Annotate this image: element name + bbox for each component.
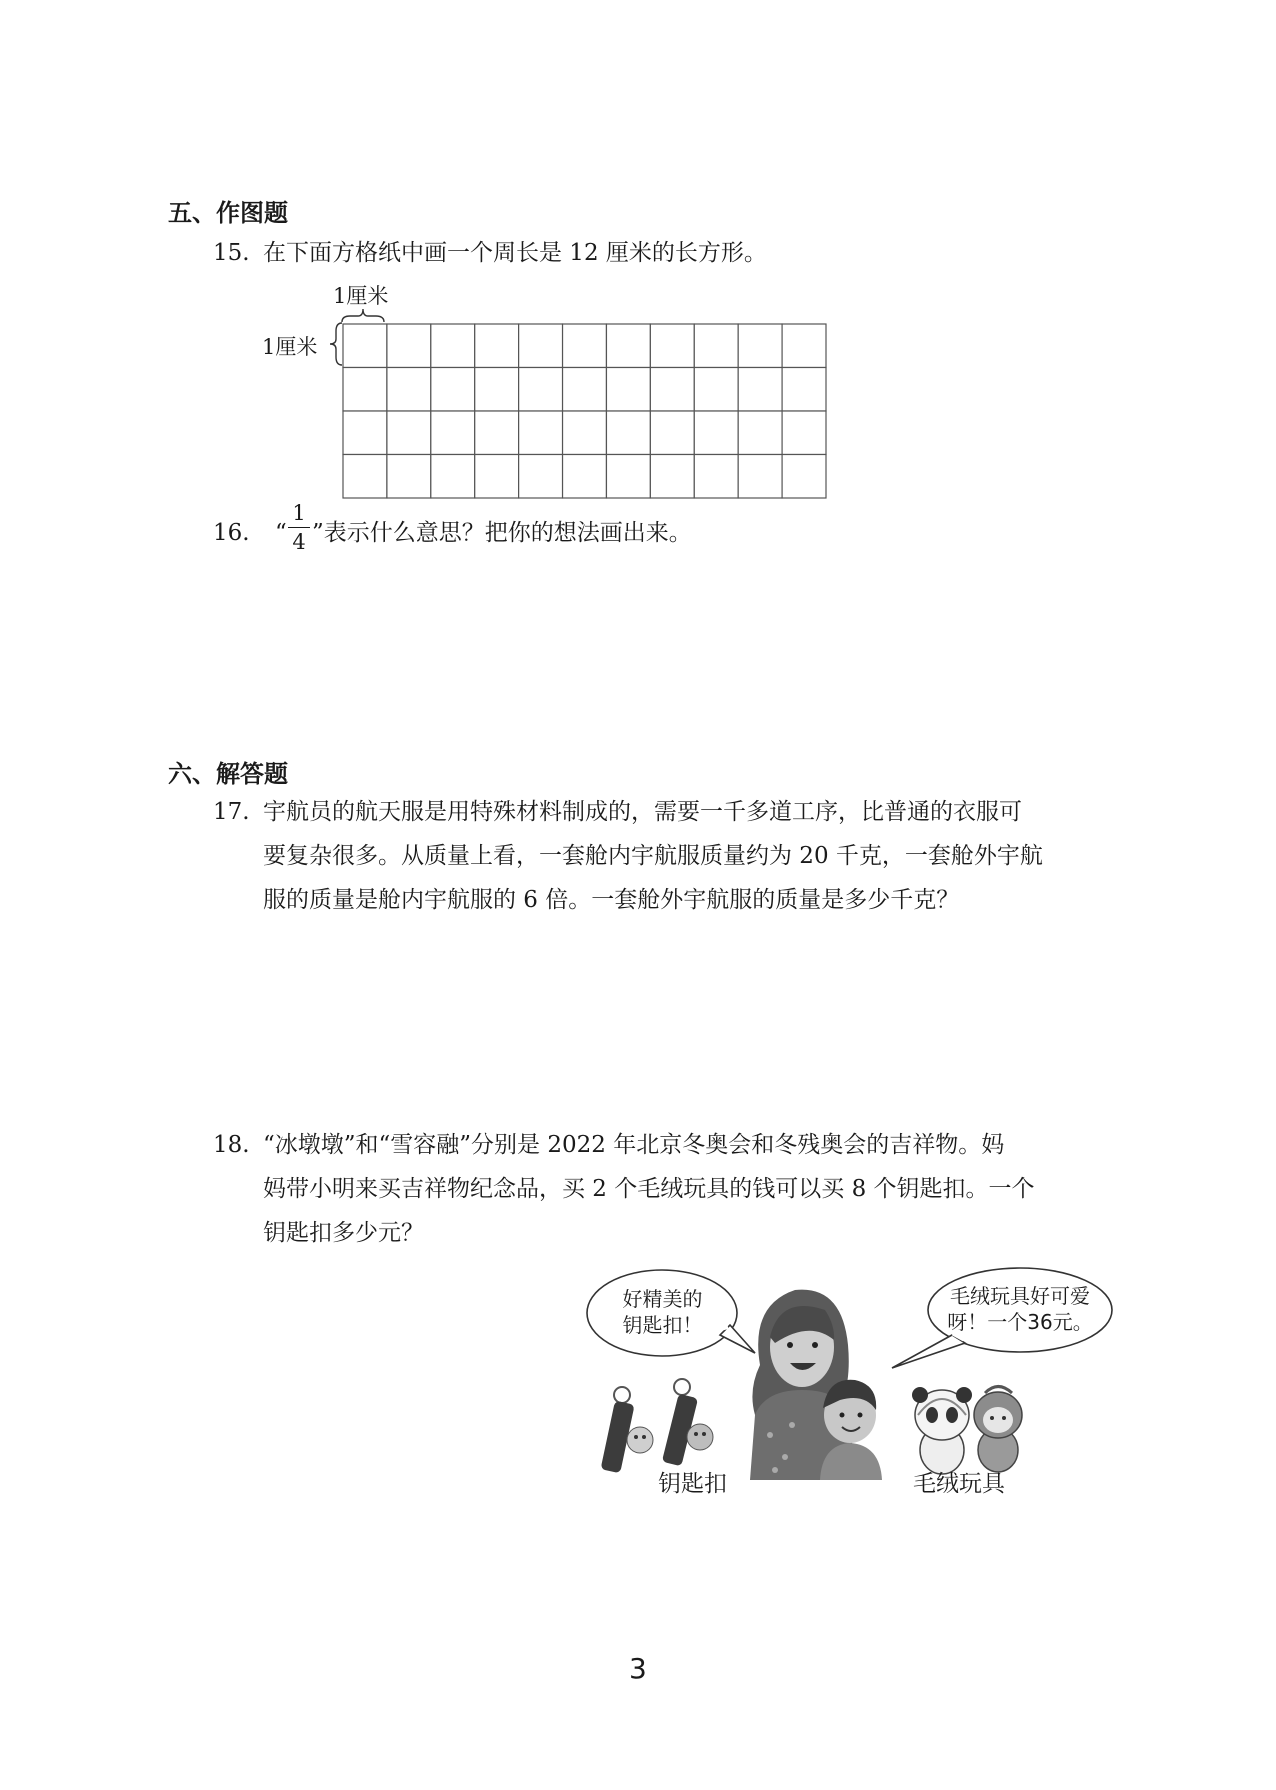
grid-cell[interactable] bbox=[563, 324, 607, 368]
grid-cell[interactable] bbox=[563, 411, 607, 455]
question-17-number: 17. bbox=[213, 799, 250, 825]
question-18-line-1: “冰墩墩”和“雪容融”分别是 2022 年北京冬奥会和冬残奥会的吉祥物。妈 bbox=[263, 1132, 1005, 1158]
question-18-line-2: 妈带小明来买吉祥物纪念品，买 2 个毛绒玩具的钱可以买 8 个钥匙扣。一个 bbox=[263, 1176, 1035, 1202]
plush-panda bbox=[912, 1387, 972, 1474]
fraction-one-quarter bbox=[288, 502, 310, 553]
fraction-denominator: 4 bbox=[292, 530, 306, 554]
grid-cell[interactable] bbox=[782, 324, 826, 368]
fraction-numerator: 1 bbox=[292, 501, 306, 525]
grid-cell[interactable] bbox=[431, 368, 475, 412]
grid-cell[interactable] bbox=[343, 455, 387, 499]
grid-cell[interactable] bbox=[650, 455, 694, 499]
question-16-number: 16. bbox=[213, 520, 250, 546]
grid-cell[interactable] bbox=[387, 368, 431, 412]
plush-lantern bbox=[974, 1387, 1022, 1473]
grid-cell[interactable] bbox=[650, 368, 694, 412]
bubble-right-text bbox=[940, 1283, 1100, 1335]
question-17-line-3: 服的质量是舱内宇航服的 6 倍。一套舱外宇航服的质量是多少千克？ bbox=[263, 887, 960, 913]
caption-keychain: 钥匙扣 bbox=[658, 1471, 727, 1497]
grid-cell[interactable] bbox=[343, 368, 387, 412]
fraction-bar bbox=[288, 527, 310, 528]
keychain-left bbox=[601, 1387, 653, 1473]
grid-cell[interactable] bbox=[343, 324, 387, 368]
bubble-left-line-1: 好精美的 bbox=[622, 1287, 703, 1311]
grid-cell[interactable] bbox=[694, 455, 738, 499]
bubble-left-text bbox=[595, 1286, 730, 1338]
bubble-right-line-1: 毛绒玩具好可爱 bbox=[950, 1284, 1090, 1308]
grid-cell[interactable] bbox=[563, 455, 607, 499]
question-16-text: ”表示什么意思？把你的想法画出来。 bbox=[312, 520, 692, 546]
page-number: 3 bbox=[629, 1652, 647, 1685]
grid-cell[interactable] bbox=[475, 411, 519, 455]
grid-cell[interactable] bbox=[475, 455, 519, 499]
caption-plush-toy: 毛绒玩具 bbox=[913, 1471, 1005, 1497]
grid-cell[interactable] bbox=[431, 455, 475, 499]
question-17-line-2: 要复杂很多。从质量上看，一套舱内宇航服质量约为 20 千克，一套舱外宇航 bbox=[263, 843, 1043, 869]
grid-cell[interactable] bbox=[650, 411, 694, 455]
grid-cell[interactable] bbox=[694, 324, 738, 368]
grid-cell[interactable] bbox=[694, 411, 738, 455]
square-grid[interactable] bbox=[342, 323, 827, 499]
grid-cell[interactable] bbox=[650, 324, 694, 368]
section-title-answer: 六、解答题 bbox=[168, 760, 288, 788]
grid-cell[interactable] bbox=[475, 324, 519, 368]
grid-cell[interactable] bbox=[782, 368, 826, 412]
grid-cell[interactable] bbox=[519, 411, 563, 455]
grid-cell[interactable] bbox=[738, 368, 782, 412]
grid-cell[interactable] bbox=[606, 324, 650, 368]
grid-cell[interactable] bbox=[606, 455, 650, 499]
grid-cell[interactable] bbox=[782, 411, 826, 455]
grid-cell[interactable] bbox=[782, 455, 826, 499]
grid-cell[interactable] bbox=[519, 455, 563, 499]
grid-cell[interactable] bbox=[738, 411, 782, 455]
boy-figure bbox=[820, 1380, 882, 1480]
question-15-text: 在下面方格纸中画一个周长是 12 厘米的长方形。 bbox=[263, 240, 767, 266]
section-title-drawing: 五、作图题 bbox=[168, 199, 288, 227]
question-16-open-quote: “ bbox=[275, 520, 287, 546]
grid-cell[interactable] bbox=[694, 368, 738, 412]
grid-cell[interactable] bbox=[606, 411, 650, 455]
grid-cell[interactable] bbox=[387, 411, 431, 455]
keychain-right bbox=[662, 1379, 713, 1466]
grid-cell[interactable] bbox=[387, 324, 431, 368]
question-15-number: 15. bbox=[213, 240, 250, 266]
bubble-right-line-2: 呀！一个36元。 bbox=[947, 1310, 1093, 1334]
grid-cell[interactable] bbox=[387, 455, 431, 499]
grid-cell[interactable] bbox=[519, 368, 563, 412]
grid-cell[interactable] bbox=[738, 455, 782, 499]
bubble-left-line-2: 钥匙扣！ bbox=[622, 1313, 703, 1337]
unit-label-left: 1厘米 bbox=[262, 335, 318, 359]
grid-cell[interactable] bbox=[431, 411, 475, 455]
grid-cell[interactable] bbox=[563, 368, 607, 412]
question-18-line-3: 钥匙扣多少元？ bbox=[263, 1220, 424, 1246]
question-18-number: 18. bbox=[213, 1132, 250, 1158]
grid-cell[interactable] bbox=[606, 368, 650, 412]
grid-cell[interactable] bbox=[343, 411, 387, 455]
grid-cell[interactable] bbox=[431, 324, 475, 368]
grid-cell[interactable] bbox=[475, 368, 519, 412]
unit-label-top: 1厘米 bbox=[333, 284, 389, 308]
grid-cell[interactable] bbox=[738, 324, 782, 368]
brace-top-icon bbox=[340, 306, 386, 324]
grid-cell[interactable] bbox=[519, 324, 563, 368]
question-17-line-1: 宇航员的航天服是用特殊材料制成的，需要一千多道工序，比普通的衣服可 bbox=[263, 799, 1022, 825]
